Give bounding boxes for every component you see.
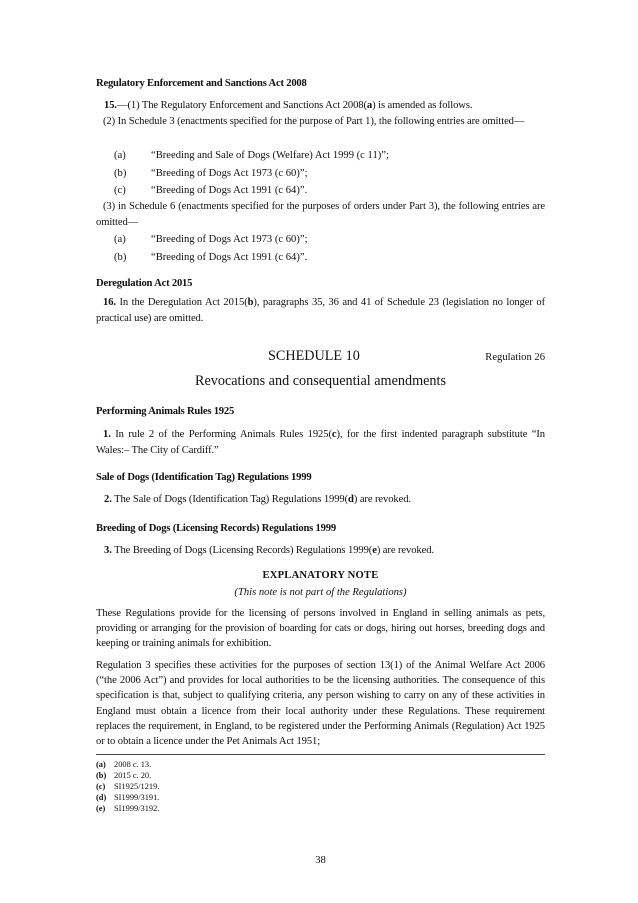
paragraph-2 bbox=[104, 494, 411, 505]
footnote-label: (b) bbox=[96, 771, 107, 780]
paragraph-number: 1. bbox=[103, 429, 111, 440]
paragraph-text: In rule 2 of the Performing Animals Rules 1925( bbox=[110, 429, 332, 440]
heading-regulatory-enforcement: Regulatory Enforcement and Sanctions Act 2008 bbox=[96, 78, 307, 89]
regulation-reference: Regulation 26 bbox=[485, 352, 545, 363]
footnote-label: (e) bbox=[96, 804, 106, 813]
list-label: (a) bbox=[114, 150, 126, 161]
footnote-text: 2015 c. 20. bbox=[114, 771, 152, 780]
footnote-text: SI1999/3192. bbox=[114, 804, 160, 813]
footnote-ref-c: c bbox=[331, 429, 337, 440]
paragraph-text: ) are revoked. bbox=[376, 545, 434, 556]
list-label: (a) bbox=[114, 234, 126, 245]
paragraph-number: 16. bbox=[103, 297, 116, 308]
list-text: “Breeding of Dogs Act 1991 (c 64)”. bbox=[151, 252, 308, 263]
footnote-ref-e: e bbox=[372, 545, 377, 556]
footnote-text: SI1925/1219. bbox=[114, 782, 160, 791]
list-label: (b) bbox=[114, 168, 127, 179]
paragraph-1 bbox=[96, 427, 545, 459]
paragraph-text: In the Deregulation Act 2015( bbox=[115, 297, 248, 308]
explanatory-paragraph-2: Regulation 3 specifies these activities for the purposes of section 13(1) of the Animal Welfare Act 2006 (“the 2006 Act”) and provides for local authorities to be the licensing authorities. The consequence of this specification is that, subject to qualifying criteria, any person wishing to carry on any of these activities in England must obtain a licence from their local authority under these Regulations. These requirement replaces the requirement, in England, to be registered under the Performing Animals (Regulation) Act 1925 or to obtain a licence under the Pet Animals Act 1951; bbox=[96, 660, 545, 748]
paragraph-text: The Breeding of Dogs (Licensing Records) Regulations 1999( bbox=[111, 545, 373, 556]
paragraph-text: ) is amended as follows. bbox=[372, 100, 473, 111]
paragraph-text: The Sale of Dogs (Identification Tag) Regulations 1999( bbox=[111, 494, 349, 505]
paragraph-text: —(1) The Regulatory Enforcement and Sanctions Act 2008( bbox=[116, 100, 367, 111]
footnote-label: (c) bbox=[96, 782, 106, 791]
heading-performing-animals-rules: Performing Animals Rules 1925 bbox=[96, 406, 235, 417]
heading-sale-of-dogs: Sale of Dogs (Identification Tag) Regulations 1999 bbox=[96, 472, 312, 483]
footnote-text: 2008 c. 13. bbox=[114, 760, 152, 769]
list-text: “Breeding of Dogs Act 1991 (c 64)”. bbox=[151, 185, 308, 196]
schedule-title: SCHEDULE 10 bbox=[268, 348, 360, 364]
paragraph-text: ), paragraphs 35, 36 and 41 of Schedule 23 (legislation no longer of practical use) are omitted. bbox=[96, 297, 545, 324]
paragraph-3 bbox=[104, 545, 434, 556]
paragraph-16 bbox=[96, 295, 545, 327]
paragraph-number: 15. bbox=[104, 100, 117, 111]
footnote-ref-a: a bbox=[366, 100, 373, 111]
explanatory-paragraph-1: These Regulations provide for the licensing of persons involved in England in selling animals as pets, providing or arranging for the provision of boarding for cats or dogs, hiring out horses, breeding dogs and keeping or training animals for exhibition. bbox=[96, 608, 545, 650]
footnote-text: SI1999/3191. bbox=[114, 793, 160, 802]
footnote-ref-b: b bbox=[247, 297, 254, 308]
paragraph-text: ), for the first indented paragraph substitute “In Wales:– The City of Cardiff.” bbox=[96, 429, 545, 456]
page-number: 38 bbox=[315, 855, 326, 866]
paragraph-number: 2. bbox=[104, 494, 112, 505]
footnote-label: (d) bbox=[96, 793, 107, 802]
heading-breeding-of-dogs: Breeding of Dogs (Licensing Records) Regulations 1999 bbox=[96, 523, 336, 534]
paragraph-number: 3. bbox=[104, 545, 112, 556]
list-label: (c) bbox=[114, 185, 126, 196]
explanatory-note-title: EXPLANATORY NOTE bbox=[262, 570, 379, 581]
paragraph-15-2: (2) In Schedule 3 (enactments specified for the purpose of Part 1), the following entries are omitted— bbox=[103, 116, 525, 127]
footnote-label: (a) bbox=[96, 760, 106, 769]
footnote-ref-d: d bbox=[348, 494, 354, 505]
list-label: (b) bbox=[114, 252, 127, 263]
heading-deregulation-act: Deregulation Act 2015 bbox=[96, 278, 193, 289]
paragraph-text: ) are revoked. bbox=[353, 494, 411, 505]
footnote-divider bbox=[96, 754, 545, 755]
list-text: “Breeding of Dogs Act 1973 (c 60)”; bbox=[151, 234, 308, 245]
list-text: “Breeding and Sale of Dogs (Welfare) Act 1999 (c 11)”; bbox=[151, 150, 389, 161]
paragraph-15-1 bbox=[104, 100, 472, 111]
list-text: “Breeding of Dogs Act 1973 (c 60)”; bbox=[151, 168, 308, 179]
paragraph-15-3: (3) in Schedule 6 (enactments specified for the purposes of orders under Part 3), the following entries are omitted— bbox=[96, 201, 545, 228]
schedule-subtitle: Revocations and consequential amendments bbox=[195, 373, 446, 389]
explanatory-note-subtitle: (This note is not part of the Regulations) bbox=[234, 587, 407, 598]
